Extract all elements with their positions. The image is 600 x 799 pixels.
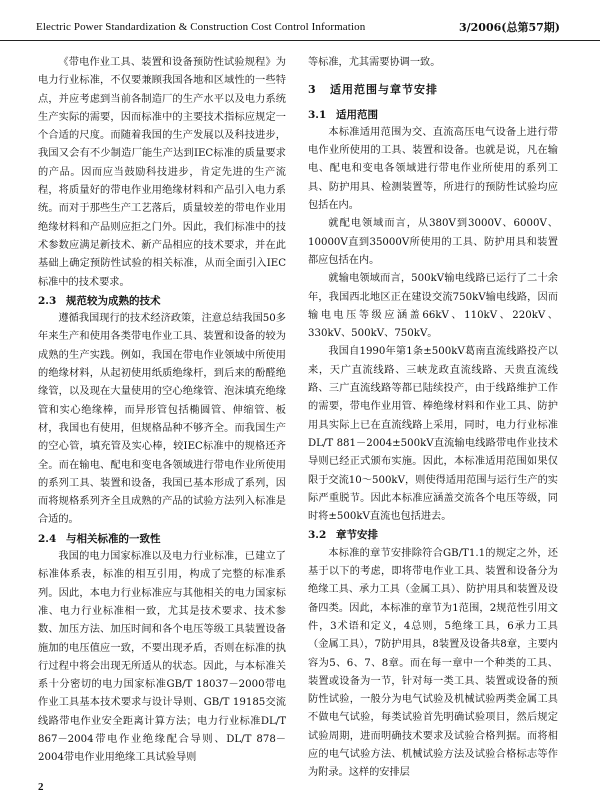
right-column xyxy=(308,54,558,783)
running-header xyxy=(0,0,600,41)
section-number: 3.2 xyxy=(308,529,327,542)
paragraph: 我国自1990年第1条±500kV葛南直流线路投产以来，天广直流线路、三峡龙政直流线路、天贵直流线路、三广直流线路等都已陆续投产，由于线路维护工作的需要，带电作业用管、棒绝缘材料和作业工具、防护用具实际上已在直流线路上采用，同时，电力行业标准DL/T 881－2004±500kV直流输电线路带电作业技术导则已经正式颁布实施。因此，本标准适用范围如果仅限于交流10～500kV，则使得适用范围与运行生产的实际严重脱节。因此本标准应涵盖交流各个电压等级，同时将±500kV直流也包括进去。 xyxy=(308,346,558,523)
left-column xyxy=(38,54,286,768)
page-number: 2 xyxy=(38,781,44,793)
section-number: 3.1 xyxy=(308,108,327,121)
journal-title: Electric Power Standardization & Construction Cost Control Information xyxy=(36,21,366,33)
section-heading-2-3 xyxy=(38,292,286,310)
section-title: 规范较为成熟的技术 xyxy=(66,294,161,307)
issue-number: 3/2006(总第57期) xyxy=(458,21,560,34)
paragraph: 遵循我国现行的技术经济政策，注意总结我国50多年来生产和使用各类带电作业工具、装置和设备的较为成熟的生产实践。例如，我国在带电作业领域中所使用的绝缘材料，从起初使用纸质绝缘杆，到后来的酚醛绝缘管，以及现在大量使用的空心绝缘管、泡沫填充绝缘管和实心绝缘棒，而异形管包括椭圆管、伸缩管、板材，我国也有使用，但规格品种不够齐全。而我国生产的空心管，填充管及实心棒，较IEC标准中的规格还齐全。而在输电、配电和变电各领域进行带电作业所使用的系列工具、装置和设备，我国已基本形成了系列，因而将规格系列齐全且成熟的产品的试验方法列入标准是合适的。 xyxy=(38,313,286,526)
section-heading-3-1 xyxy=(308,106,558,124)
section-heading-3 xyxy=(308,81,558,99)
section-title: 适用范围 xyxy=(336,108,378,121)
section-number: 3 xyxy=(308,83,317,97)
section-number: 2.3 xyxy=(38,294,57,307)
section-title: 章节安排 xyxy=(336,529,378,542)
section-heading-2-4 xyxy=(38,530,286,548)
paragraph: 《带电作业工具、装置和设备预防性试验规程》为电力行业标准，不仅要兼顾我国各地和区域性的一些特点，并应考虑到当前各制造厂的生产水平以及电力系统生产实际的需要，因而标准中的主要技术指标应规定一个合适的尺度。而随着我国的生产发展以及科技进步，我国又会有不少制造厂能生产达到IEC标准的质量要求的产品。因而应当鼓励科技进步，肯定先进的生产流程，将质量好的带电作业用绝缘材料和产品引入电力系统。而对于那些生产工艺落后，质量较差的带电作业用绝缘材料和产品则应拒之门外。因此，我们标准中的技术参数应满足新技术、新产品相应的技术要求，并在此基础上确定预防性试验的相关标准，从而全面引入IEC标准中的技术要求。 xyxy=(38,57,286,288)
section-number: 2.4 xyxy=(38,532,57,545)
section-title: 与相关标准的一致性 xyxy=(66,532,161,545)
paragraph-continued: 等标准，尤其需要协调一致。 xyxy=(308,57,441,68)
paragraph: 我国的电力国家标准以及电力行业标准，已建立了标准体系表，标准的相互引用，构成了完整的标准系列。因此，本电力行业标准应与其他相关的电力国家标准、电力行业标准相一致，尤其是技术要求、技术参数、加压方法、加压时间和各个电压等级工具装置设备施加的电压值应一致，不要出现矛盾，否则在标准的执行过程中将会出现无所适从的状态。因此，与本标准关系十分密切的电力国家标准GB/T 18037－2000带电作业工具基本技术要求与设计导则、GB/T 19185交流线路带电作业安全距离计算方法；电力行业标准DL/T 867－2004带电作业绝缘配合导则、DL/T 878－2004带电作业用绝缘工具试验导则 xyxy=(38,551,286,764)
section-title: 适用范围与章节安排 xyxy=(330,83,438,97)
section-heading-3-2 xyxy=(308,526,558,544)
paragraph: 就配电领域而言，从380V到3000V、6000V、10000V直到35000V所使用的工具、防护用具和装置都应包括在内。 xyxy=(308,218,558,266)
paragraph: 就输电领域而言，500kV输电线路已运行了二十余年，我国西北地区正在建设交流750kV输电线路，因而输电电压等级应涵盖66kV、110kV、220kV、330kV、500kV、750kV。 xyxy=(308,273,558,340)
paragraph: 本标准的章节安排除符合GB/T1.1的规定之外，还基于以下的考虑，即将带电作业工具、装置和设备分为绝缘工具、承力工具（金属工具）、防护用具和装置及设备四类。因此，本标准的章节为1范围，2规范性引用文件，3术语和定义，4总则，5绝缘工具，6承力工具（金属工具），7防护用具，8装置及设备共8章，主要内容为5、6、7、8章。而在每一章中一个种类的工具、装置或设备为一节，针对每一类工具、装置或设备的预防性试验，一般分为电气试验及机械试验两类金属工具不做电气试验，每类试验首先明确试验项目，然后规定试验周期，进而明确技术要求及试验合格判据。而将相应的电气试验方法、机械试验方法及试验合格标志等作为附录。这样的安排层 xyxy=(308,547,558,779)
paragraph: 本标准适用范围为交、直流高压电气设备上进行带电作业所使用的工具、装置和设备。也就是说，凡在输电、配电和变电各领域进行带电作业所使用的系列工具、防护用具、检测装置等，所进行的预防性试验均应包括在内。 xyxy=(308,126,558,212)
